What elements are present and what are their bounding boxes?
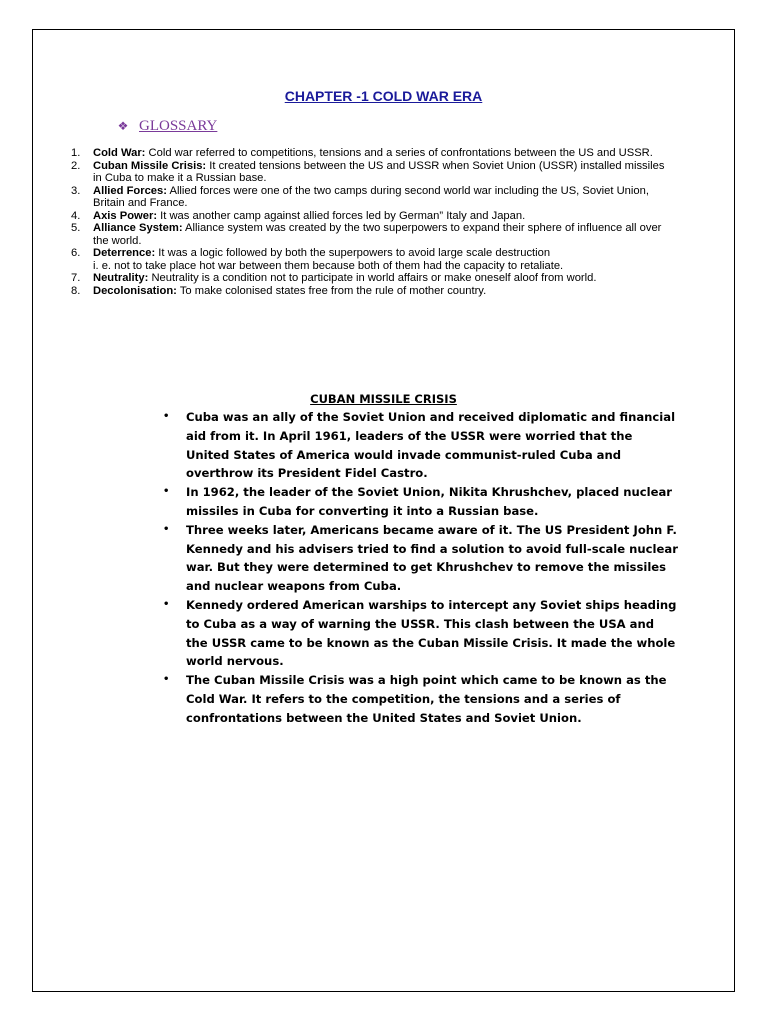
glossary-item: [63, 285, 675, 298]
glossary-definition: Allied forces were one of the two camps during second world war including the US, Soviet Union, Britain and France.: [93, 184, 649, 209]
list-item-text: Kennedy ordered American warships to intercept any Soviet ships heading to Cuba as a way of warning the USSR. This clash between the USA and the USSR came to be known as the Cuban Missile Crisis. It made the whole world nervous.: [186, 597, 677, 669]
list-item: [163, 596, 678, 671]
glossary-item: [63, 160, 675, 185]
glossary-heading: [117, 118, 217, 135]
glossary-term: Allied Forces:: [93, 184, 167, 197]
glossary-definition: It was another camp against allied forces led by German” Italy and Japan.: [160, 209, 526, 222]
glossary-term: Alliance System:: [93, 222, 183, 234]
list-item: [163, 671, 678, 727]
glossary-item-number: 4.: [71, 209, 81, 222]
glossary-term: Neutrality:: [93, 272, 149, 284]
glossary-definition: To make colonised states free from the rule of mother country.: [179, 284, 487, 297]
glossary-item-number: 5.: [71, 222, 81, 234]
section-title: CUBAN MISSILE CRISIS: [310, 392, 457, 406]
glossary-term: Deterrence:: [93, 247, 156, 259]
glossary-definition: Alliance system was created by the two superpowers to expand their sphere of influence all over the world.: [93, 222, 662, 247]
glossary-label: GLOSSARY: [139, 118, 218, 134]
glossary-item: [63, 222, 675, 247]
glossary-item-number: 3.: [71, 184, 81, 197]
glossary-definition: Cold war referred to competitions, tensions and a series of confrontations between the US and USSR.: [148, 147, 653, 159]
list-item: [163, 483, 678, 521]
glossary-term: Cold War:: [93, 147, 146, 159]
glossary-item-number: 1.: [71, 147, 81, 159]
list-item-text: The Cuban Missile Crisis was a high point which came to be known as the Cold War. It refers to the competition, the tensions and a series of confrontations between the United States and Soviet Union.: [186, 673, 667, 725]
glossary-definition: It created tensions between the US and USSR when Soviet Union (USSR) installed missiles in Cuba to make it a Russian base.: [93, 159, 665, 184]
glossary-item: [63, 247, 675, 272]
glossary-item: [63, 210, 675, 223]
document-page: [32, 29, 735, 992]
bullet-icon: •: [163, 523, 170, 535]
glossary-item-number: 6.: [71, 247, 81, 259]
glossary-definition-continuation: i. e. not to take place hot war between them because both of them had the capacity to retaliate.: [93, 259, 564, 272]
list-item-text: In 1962, the leader of the Soviet Union, Nikita Khrushchev, placed nuclear missiles in Cuba for converting it into a Russian base.: [186, 485, 673, 518]
bullet-icon: •: [163, 598, 170, 610]
glossary-item-number: 2.: [71, 159, 81, 172]
list-item-text: Three weeks later, Americans became aware of it. The US President John F. Kennedy and his advisers tried to find a solution to avoid full-scale nuclear war. But they were determined to get Khrushchev to remove the missiles and nuclear weapons from Cuba.: [186, 522, 678, 594]
glossary-term: Axis Power:: [93, 209, 158, 222]
glossary-item: [63, 185, 675, 210]
list-item: [163, 521, 678, 596]
chapter-title: CHAPTER -1 COLD WAR ERA: [284, 88, 483, 104]
bullet-icon: •: [163, 411, 170, 422]
glossary-list: [63, 147, 675, 297]
glossary-term: Cuban Missile Crisis:: [93, 159, 207, 172]
glossary-definition: It was a logic followed by both the superpowers to avoid large scale destruction: [158, 247, 551, 259]
glossary-item-number: 7.: [71, 272, 81, 284]
crisis-bullet-list: [163, 408, 678, 728]
glossary-item: [63, 147, 675, 160]
bullet-icon: •: [163, 486, 170, 498]
glossary-term: Decolonisation:: [93, 284, 177, 297]
list-item-text: Cuba was an ally of the Soviet Union and received diplomatic and financial aid from it. In April 1961, leaders of the USSR were worried that the United States of America would invade communist-ruled Cuba and overthrow its President Fidel Castro.: [186, 410, 676, 481]
glossary-item: [63, 272, 675, 285]
bullet-icon: •: [163, 674, 170, 686]
diamond-bullet-icon: ❖: [117, 119, 129, 133]
glossary-item-number: 8.: [71, 284, 81, 297]
list-item: [163, 408, 678, 483]
glossary-definition: Neutrality is a condition not to participate in world affairs or make oneself aloof from world.: [151, 272, 597, 284]
